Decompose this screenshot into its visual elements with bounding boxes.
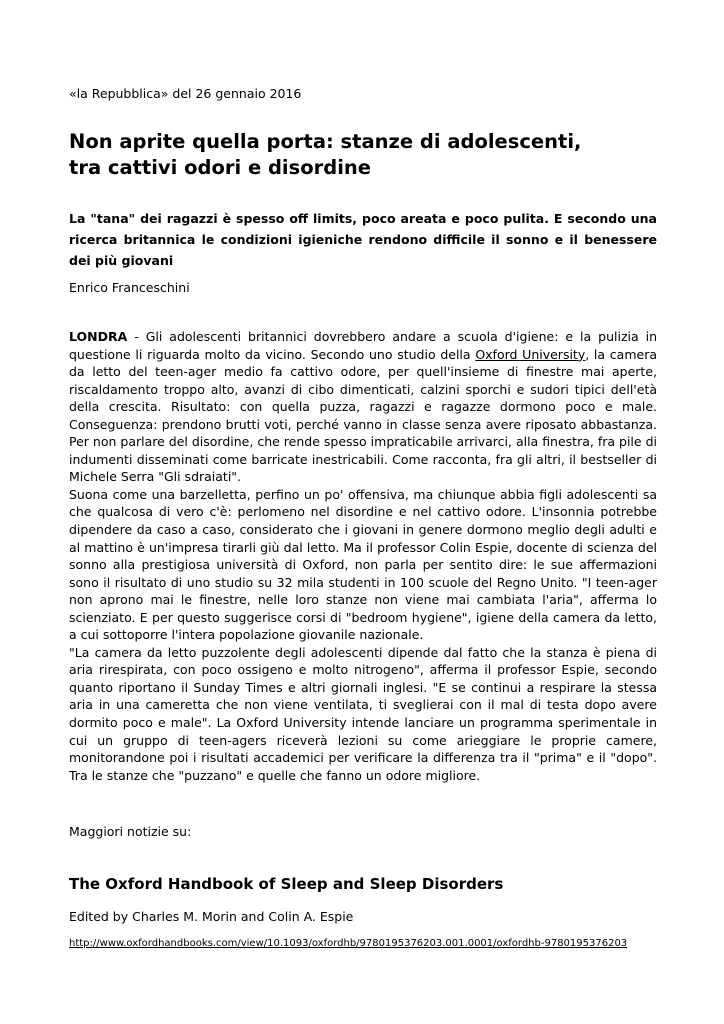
article-subtitle: La "tana" dei ragazzi è spesso off limits, poco areata e poco pulita. E secondo una ricerca britannica le condizioni igieniche rendono difficile il sonno e il benessere dei più giovani: [69, 211, 657, 268]
oxford-university-link[interactable]: Oxford University: [475, 346, 586, 362]
article-title-line-1: Non aprite quella porta: stanze di adolescenti,: [69, 130, 582, 153]
reference-title: The Oxford Handbook of Sleep and Sleep Disorders: [69, 875, 504, 893]
paragraph-1-text-b: , la camera da letto del teen-ager medio fa cattivo odore, per quell'insieme di finestre mai aperte, riscaldamento troppo alto, avanzi di cibo dimenticati, calzini sporchi e sudori tipici dell'età della crescita. Risultato: con quella puzza, ragazzi e ragazze dormono poco e male. Conseguenza: prendono brutti voti, perché vanno in classe senza avere riposato abbastanza. Per non parlare del disordine, che rende spesso impraticabile arrivarci, alla finestra, fra pile di indumenti disseminati come barricate inestricabili. Come racconta, fra gli altri, il bestseller di Michele Serra "Gli sdraiati".: [69, 346, 657, 485]
article-title: [69, 129, 669, 181]
article-author: Enrico Franceschini: [69, 280, 190, 295]
reference-editors: Edited by Charles M. Morin and Colin A. Espie: [69, 909, 354, 924]
article-body: [69, 328, 657, 784]
reference-url-link[interactable]: http://www.oxfordhandbooks.com/view/10.1093/oxfordhb/9780195376203.001.0001/oxfordhb-9780195376203: [69, 938, 628, 949]
dateline: LONDRA: [69, 329, 128, 344]
body-paragraph-2: Suona come una barzelletta, perfino un po' offensiva, ma chiunque abbia figli adolescenti sa che qualcosa di vero c'è: perlomeno nel disordine e nel cattivo odore. L'insonnia potrebbe dipendere da caso a caso, considerato che i giovani in genere dormono meglio degli adulti e al mattino è un'impresa tirarli giù dal letto. Ma il professor Colin Espie, docente di scienza del sonno alla prestigiosa università di Oxford, non parla per sentito dire: le sue affermazioni sono il risultato di uno studio su 32 mila studenti in 100 scuole del Regno Unito. "I teen-ager non aprono mai le finestre, nelle loro stanze non viene mai cambiata l'aria", afferma lo scienziato. E per questo suggerisce corsi di "bedroom hygiene", igiene della camera da letto, a cui sottoporre l'intera popolazione giovanile nazionale.: [69, 486, 657, 643]
more-news-label: Maggiori notizie su:: [69, 824, 192, 839]
source-line: «la Repubblica» del 26 gennaio 2016: [69, 86, 302, 101]
body-paragraph-3: "La camera da letto puzzolente degli adolescenti dipende dal fatto che la stanza è piena di aria rirespirata, con poco ossigeno e molto nitrogeno", afferma il professor Espie, secondo quanto riportano il Sunday Times e altri giornali inglesi. "E se continui a respirare la stessa aria in una cameretta che non viene ventilata, ti sveglierai con il mal di testa dopo avere dormito poco e male". La Oxford University intende lanciare un programma sperimentale in cui un gruppo di teen-agers riceverà lezioni su come arieggiare le proprie camere, monitorandone poi i risultati accademici per verificare la differenza tra il "prima" e il "dopo". Tra le stanze che "puzzano" e quelle che fanno un odore migliore.: [69, 644, 657, 783]
paragraph-1-text-a: - Gli adolescenti britannici dovrebbero andare a scuola d'igiene: e la pulizia in questione li riguarda molto da vicino. Secondo uno studio della: [69, 329, 657, 362]
body-paragraph-1: [69, 328, 657, 486]
article-title-line-2: tra cattivi odori e disordine: [69, 156, 371, 179]
